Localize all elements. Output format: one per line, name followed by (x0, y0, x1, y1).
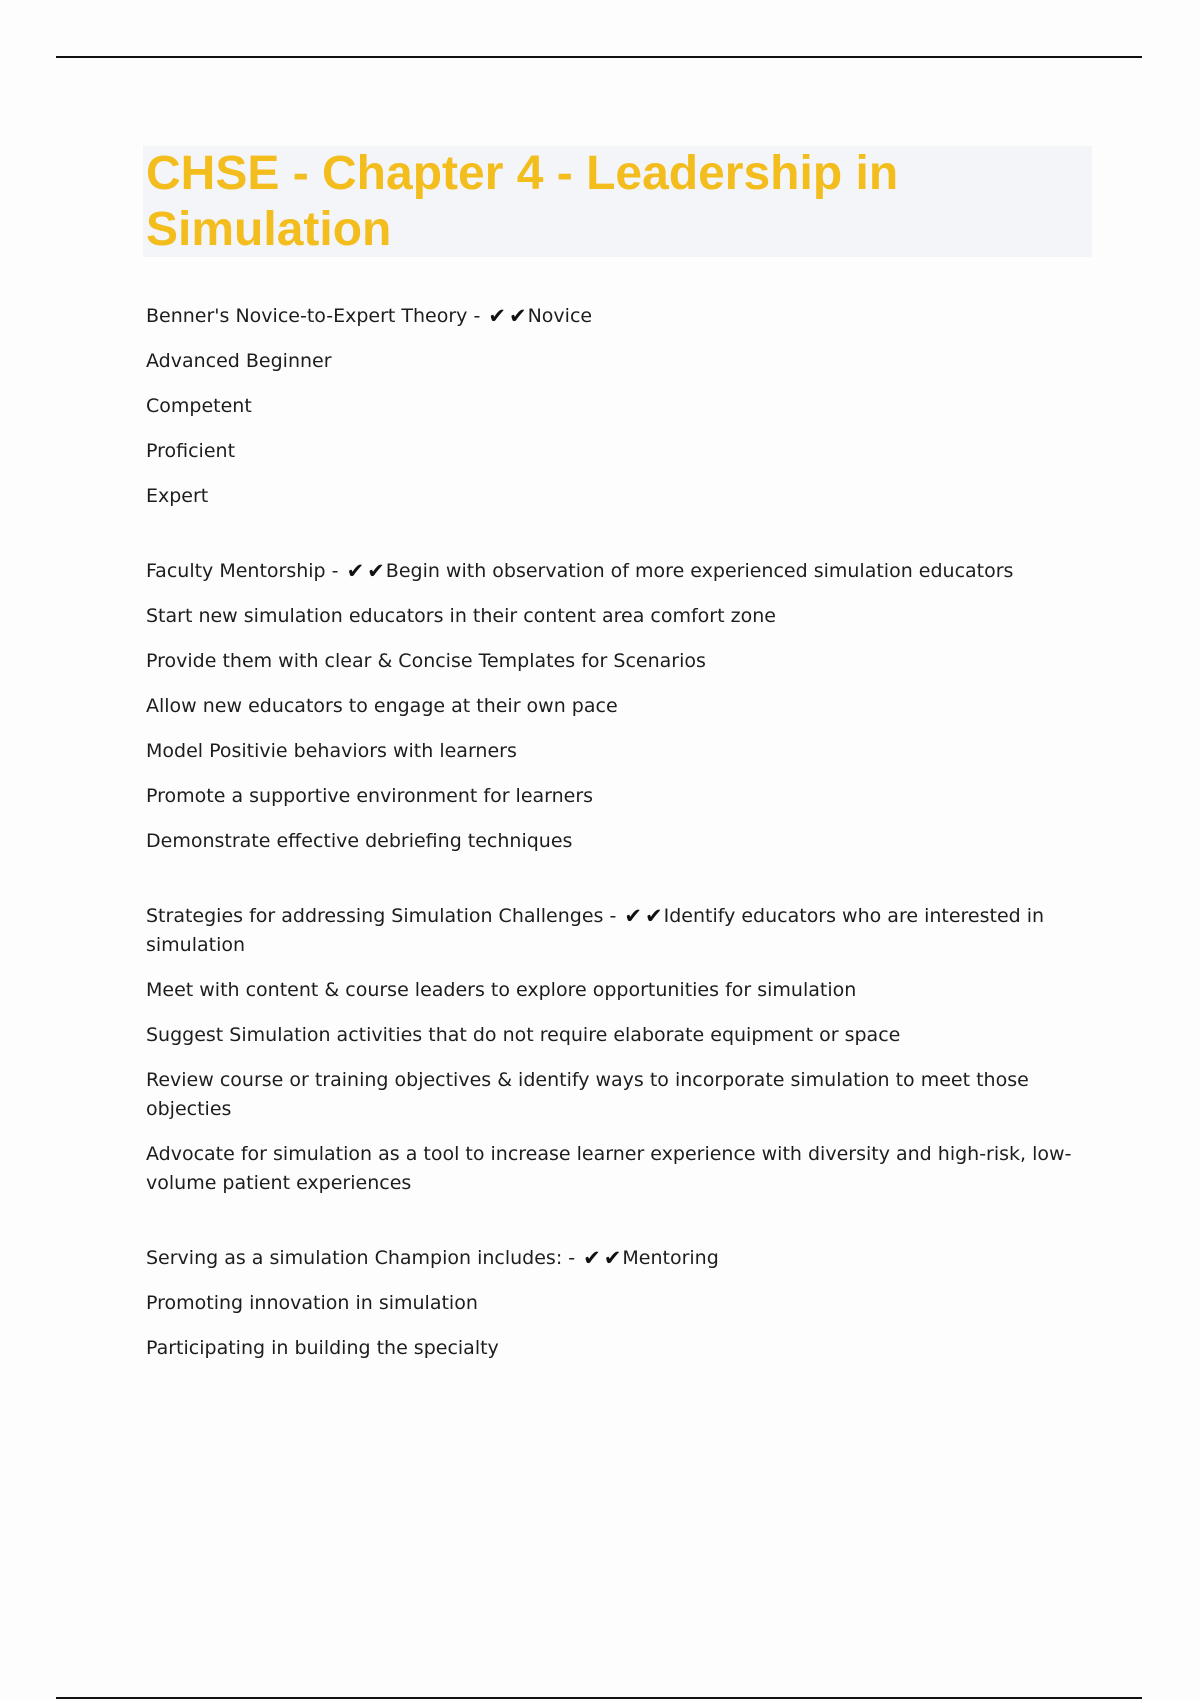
term-label: Strategies for addressing Simulation Challenges - (146, 905, 623, 927)
flashcard-term-line (146, 557, 1096, 586)
answer-line: Meet with content & course leaders to explore opportunities for simulation (146, 979, 857, 1001)
term-label: Faculty Mentorship - (146, 560, 345, 582)
answer-line: Expert (146, 485, 209, 507)
checkmark-icon: ✔ (583, 1246, 601, 1270)
page-title: CHSE - Chapter 4 - Leadership in Simulation (146, 147, 899, 256)
checkmark-icon: ✔ (508, 304, 527, 328)
answer-line: Promote a supportive environment for learners (146, 785, 594, 807)
title-banner (143, 146, 1092, 257)
answer-first-line: Begin with observation of more experienced simulation educators (385, 560, 1014, 582)
flashcard-simulation-challenges (146, 902, 1096, 1198)
answer-line: Allow new educators to engage at their own pace (146, 695, 618, 717)
answer-line: Suggest Simulation activities that do not require elaborate equipment or space (146, 1024, 901, 1046)
answer-line: Review course or training objectives & identify ways to incorporate simulation to meet those objecties (146, 1069, 1029, 1120)
checkmark-icon: ✔ (346, 559, 365, 583)
bottom-rule (56, 1697, 1142, 1699)
flashcard-term-line (146, 302, 1096, 331)
top-rule (56, 56, 1142, 58)
answer-line: Competent (146, 395, 252, 417)
answer-line: Participating in building the specialty (146, 1337, 499, 1359)
flashcard-benner (146, 302, 1096, 511)
answer-line: Advocate for simulation as a tool to increase learner experience with diversity and high-risk, low-volume patient experiences (146, 1143, 1072, 1194)
checkmark-icon: ✔ (488, 304, 506, 328)
answer-line: Start new simulation educators in their content area comfort zone (146, 605, 776, 627)
checkmark-icon: ✔ (603, 1246, 622, 1270)
answer-line: Proficient (146, 440, 236, 462)
checkmark-icon: ✔ (644, 904, 663, 928)
answer-first-line: Novice (527, 305, 593, 327)
answer-first-line: Mentoring (622, 1247, 719, 1269)
checkmark-icon: ✔ (624, 904, 642, 928)
term-label: Benner's Novice-to-Expert Theory - (146, 305, 487, 327)
flashcard-simulation-champion (146, 1244, 1096, 1363)
answer-line: Demonstrate effective debriefing techniques (146, 830, 573, 852)
term-label: Serving as a simulation Champion includes: - (146, 1247, 582, 1269)
flashcard-term-line (146, 1244, 1096, 1273)
answer-line: Model Positivie behaviors with learners (146, 740, 517, 762)
flashcard-list (146, 302, 1096, 1409)
flashcard-faculty-mentorship (146, 557, 1096, 856)
flashcard-term-line (146, 902, 1096, 960)
answer-line: Provide them with clear & Concise Templates for Scenarios (146, 650, 706, 672)
answer-first-line: Identify educators who are interested in simulation (146, 905, 1045, 956)
answer-line: Advanced Beginner (146, 350, 332, 372)
checkmark-icon: ✔ (367, 559, 385, 583)
answer-line: Promoting innovation in simulation (146, 1292, 478, 1314)
